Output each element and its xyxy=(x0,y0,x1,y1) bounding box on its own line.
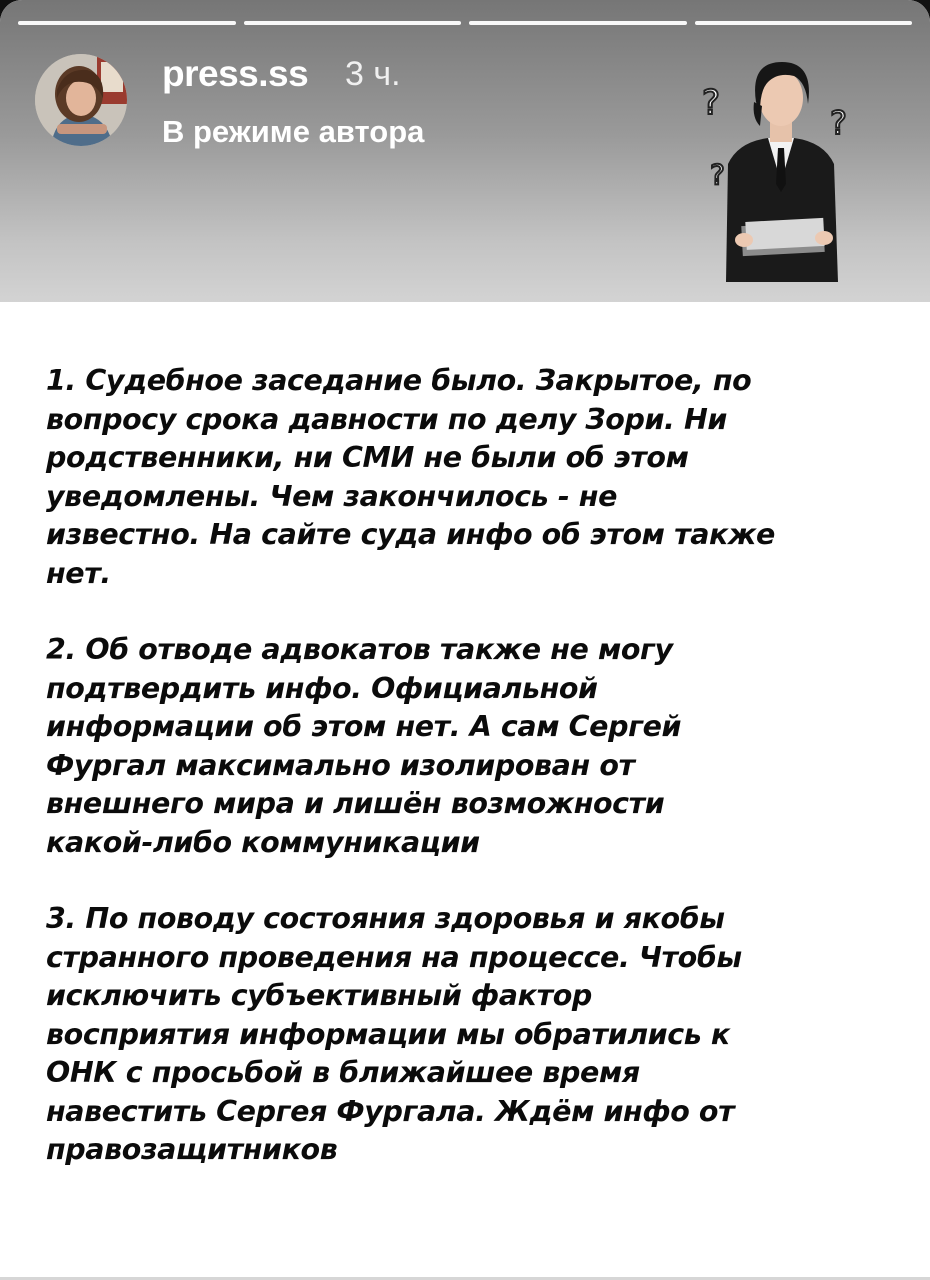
svg-text:?: ? xyxy=(830,104,847,142)
svg-text:?: ? xyxy=(710,158,725,191)
progress-segment xyxy=(469,21,687,25)
story-progress-bar xyxy=(18,21,912,25)
text-line: вопросу срока давности по делу Зори. Ни xyxy=(46,402,727,436)
text-line: внешнего мира и лишён возможности xyxy=(46,787,665,820)
text-line: уведомлены. Чем закончилось - не xyxy=(46,479,618,513)
story-text-content xyxy=(46,362,896,1208)
text-line: нет. xyxy=(46,556,111,590)
text-line: правозащитников xyxy=(46,1133,338,1166)
text-line: известно. На сайте суда инфо об этом также xyxy=(46,518,775,551)
text-line: 2. Об отводе адвокатов также не могу xyxy=(46,633,673,666)
author-username[interactable]: press.ss xyxy=(162,53,309,94)
progress-segment xyxy=(18,21,236,25)
author-mode-label: В режиме автора xyxy=(162,114,425,149)
post-time: 3 ч. xyxy=(345,55,401,93)
text-line: родственники, ни СМИ не были об этом xyxy=(46,441,689,474)
paragraph-2 xyxy=(46,631,896,862)
text-line: навестить Сергея Фургала. Ждём инфо от xyxy=(46,1094,735,1128)
text-line: информации об этом нет. А сам Сергей xyxy=(46,710,682,743)
progress-segment xyxy=(244,21,462,25)
paragraph-1 xyxy=(46,362,896,593)
svg-text:?: ? xyxy=(702,83,721,123)
text-line: странного проведения на процессе. Чтобы xyxy=(46,940,742,974)
text-line: восприятия информации мы обратились к xyxy=(46,1017,730,1051)
paragraph-3 xyxy=(46,900,896,1170)
story-header-area xyxy=(0,0,930,302)
text-line: 3. По поводу состояния здоровья и якобы xyxy=(46,902,725,935)
text-line: какой-либо коммуникации xyxy=(46,825,480,859)
author-avatar[interactable] xyxy=(35,54,127,146)
progress-segment xyxy=(695,21,913,25)
text-line: 1. Судебное заседание было. Закрытое, по xyxy=(46,364,752,397)
text-line: Фургал максимально изолирован от xyxy=(46,748,635,782)
text-line: исключить субъективный фактор xyxy=(46,979,592,1012)
text-line: подтвердить инфо. Официальной xyxy=(46,671,598,705)
sticker-woman-icon[interactable] xyxy=(698,56,864,282)
text-line: ОНК с просьбой в ближайшее время xyxy=(46,1056,640,1089)
